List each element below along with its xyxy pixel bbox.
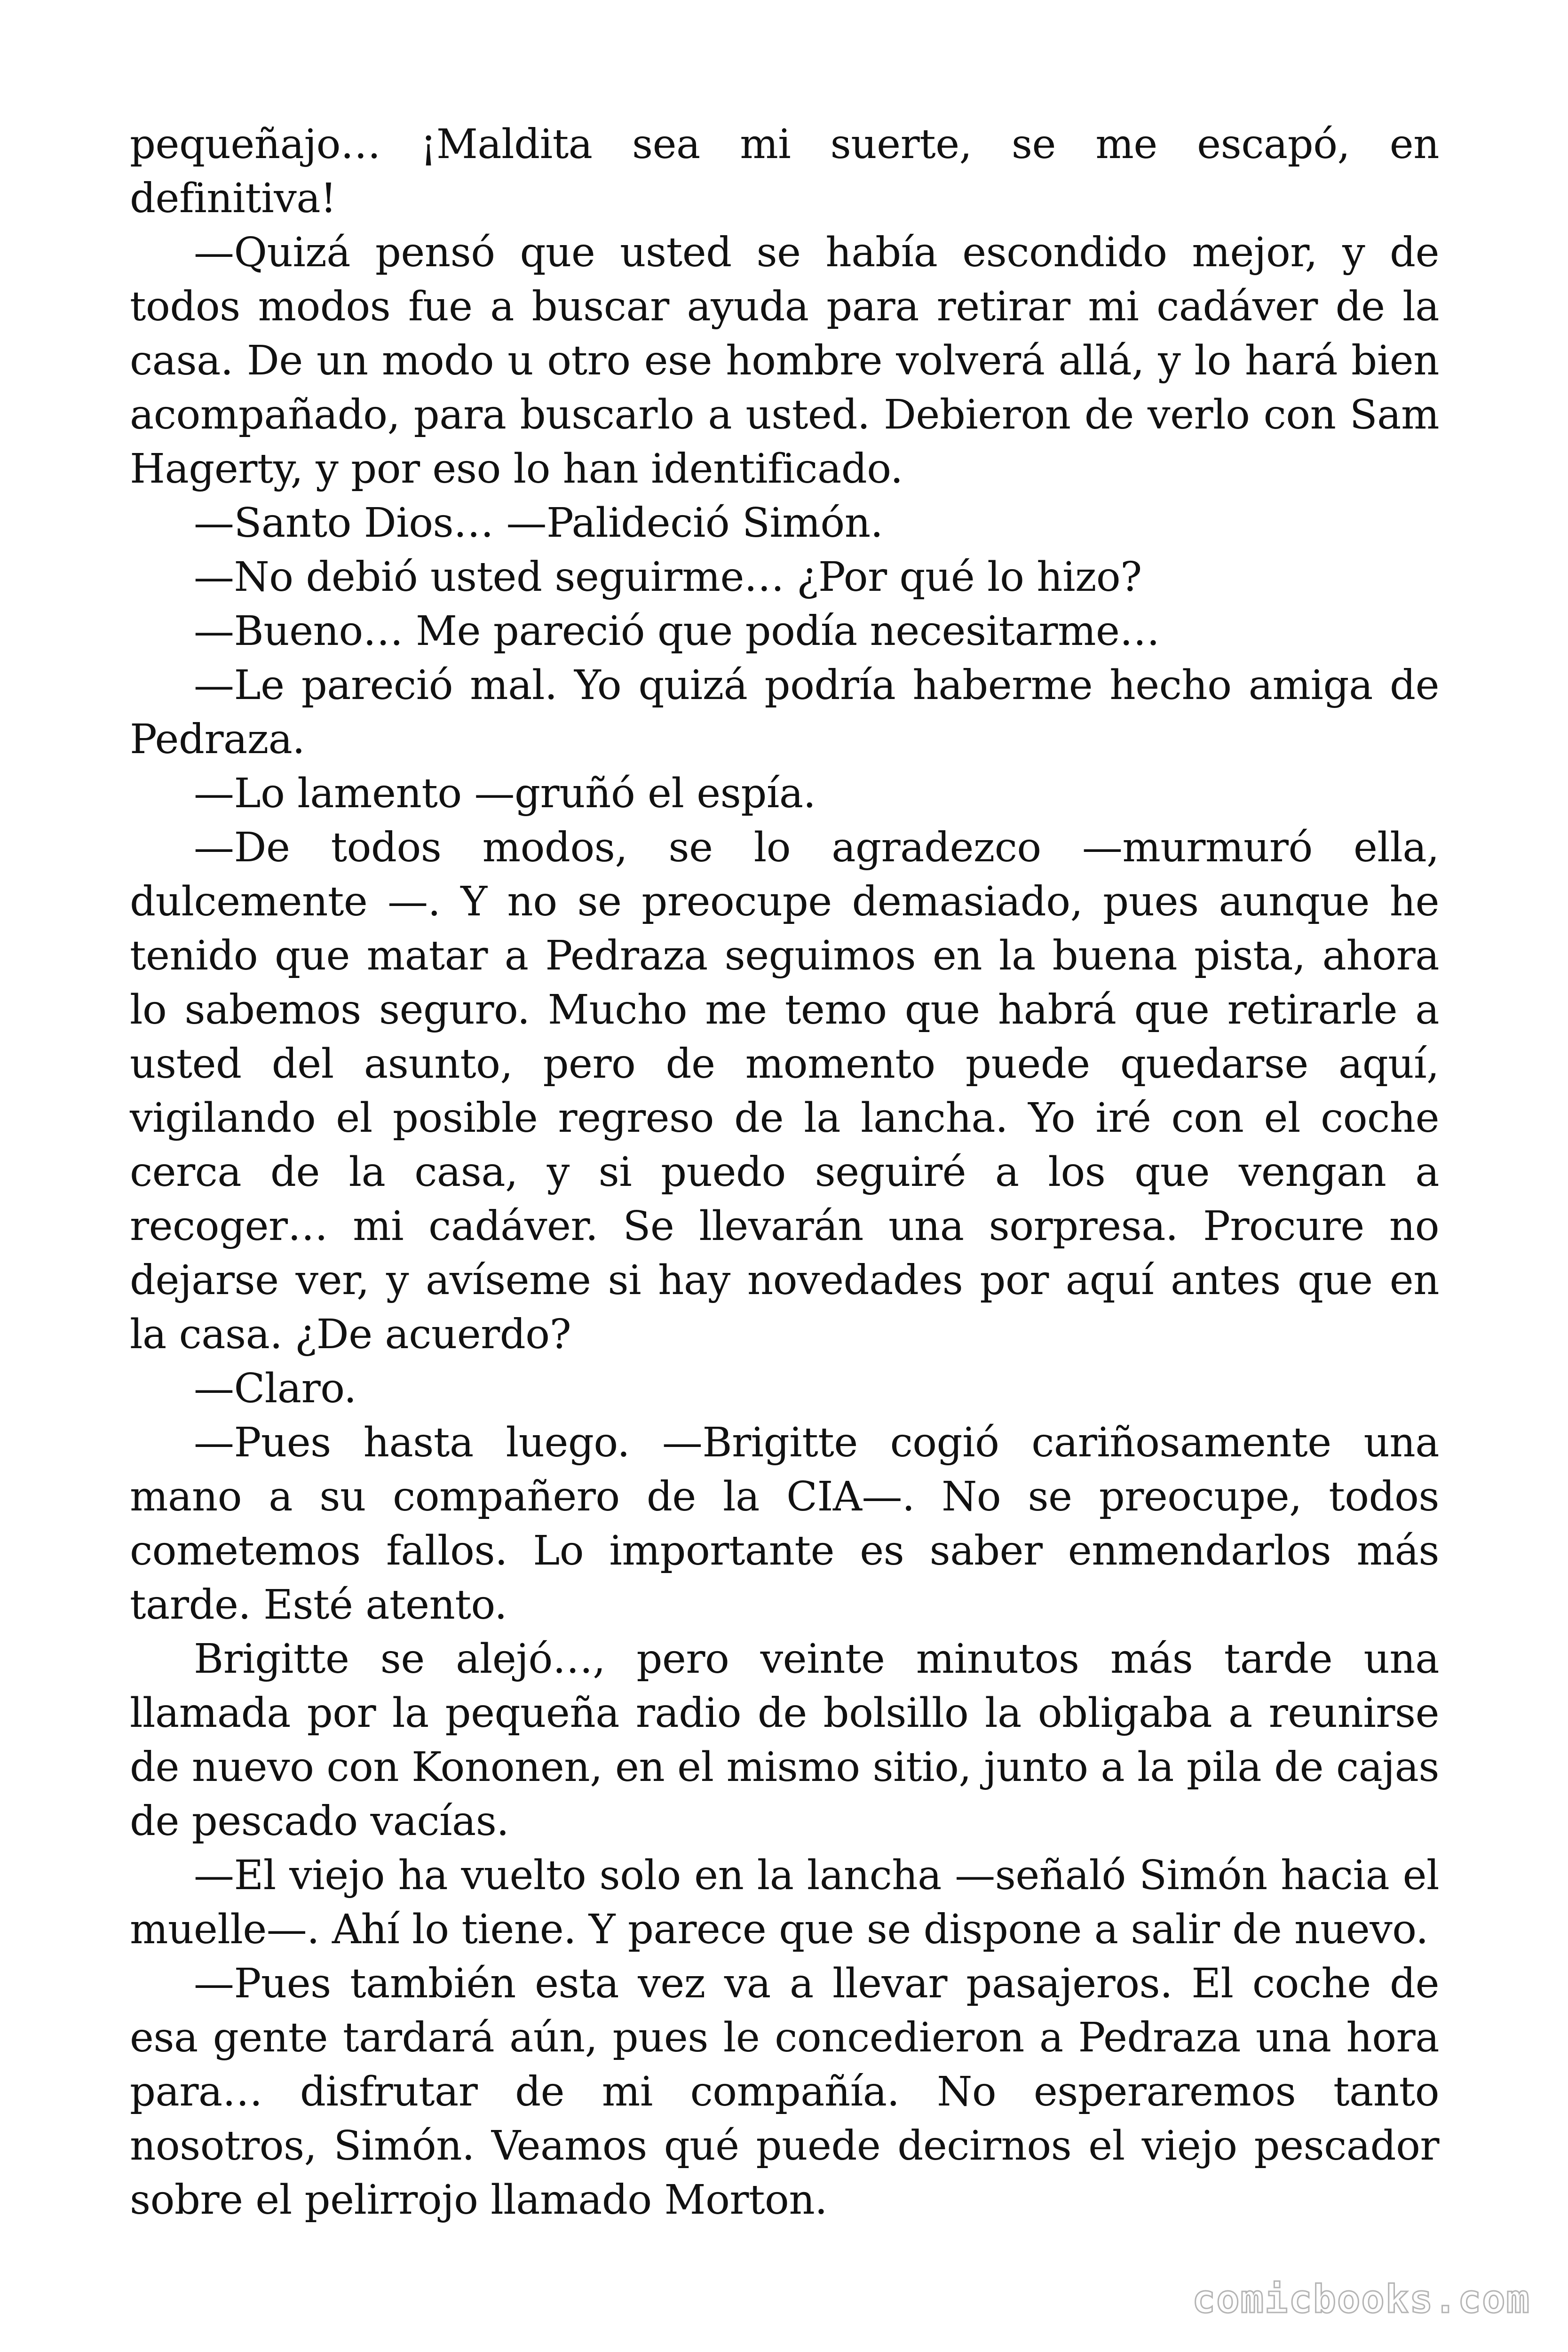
paragraph: —Claro. xyxy=(194,1365,356,1412)
paragraph: —Le pareció mal. Yo quizá podría haberme hecho amiga de Pedraza. xyxy=(130,662,1439,763)
watermark: comicbooks.com xyxy=(1192,2277,1530,2322)
paragraph: Brigitte se alejó…, pero veinte minutos más tarde una llamada por la pequeña radio de bolsillo la obligaba a reunirse de nuevo con Kononen, en el mismo sitio, junto a la pila de cajas de pescado vacías. xyxy=(130,1636,1439,1845)
paragraph: —Pues también esta vez va a llevar pasajeros. El coche de esa gente tardará aún, pues le concedieron a Pedraza una hora para… disfrutar de mi compañía. No esperaremos tanto nosotros, Simón. Veamos qué puede decirnos el viejo pescador sobre el pelirrojo llamado Morton. xyxy=(130,1960,1439,2224)
paragraph: —Bueno… Me pareció que podía necesitarme… xyxy=(194,608,1160,655)
paragraph: —Lo lamento —gruñó el espía. xyxy=(194,770,816,817)
body-text xyxy=(130,118,1439,2227)
paragraph: pequeñajo… ¡Maldita sea mi suerte, se me escapó, en definitiva! xyxy=(130,121,1439,222)
paragraph: —Quizá pensó que usted se había escondido mejor, y de todos modos fue a buscar ayuda para retirar mi cadáver de la casa. De un modo u otro ese hombre volverá allá, y lo hará bien acompañado, para buscarlo a usted. Debieron de verlo con Sam Hagerty, y por eso lo han identificado. xyxy=(130,229,1439,493)
paragraph: —Santo Dios… —Palideció Simón. xyxy=(194,500,883,547)
paragraph: —Pues hasta luego. —Brigitte cogió cariñosamente una mano a su compañero de la CIA—. No se preocupe, todos cometemos fallos. Lo importante es saber enmendarlos más tarde. Esté atento. xyxy=(130,1419,1439,1629)
paragraph: —No debió usted seguirme… ¿Por qué lo hizo? xyxy=(194,554,1142,601)
paragraph: —De todos modos, se lo agradezco —murmuró ella, dulcemente —. Y no se preocupe demasiado, pues aunque he tenido que matar a Pedraza seguimos en la buena pista, ahora lo sabemos seguro. Mucho me temo que habrá que retirarle a usted del asunto, pero de momento puede quedarse aquí, vigilando el posible regreso de la lancha. Yo iré con el coche cerca de la casa, y si puedo seguiré a los que vengan a recoger… mi cadáver. Se llevarán una sorpresa. Procure no dejarse ver, y avíseme si hay novedades por aquí antes que en la casa. ¿De acuerdo? xyxy=(130,824,1439,1358)
paragraph: —El viejo ha vuelto solo en la lancha —señaló Simón hacia el muelle—. Ahí lo tiene. Y parece que se dispone a salir de nuevo. xyxy=(130,1852,1439,1953)
